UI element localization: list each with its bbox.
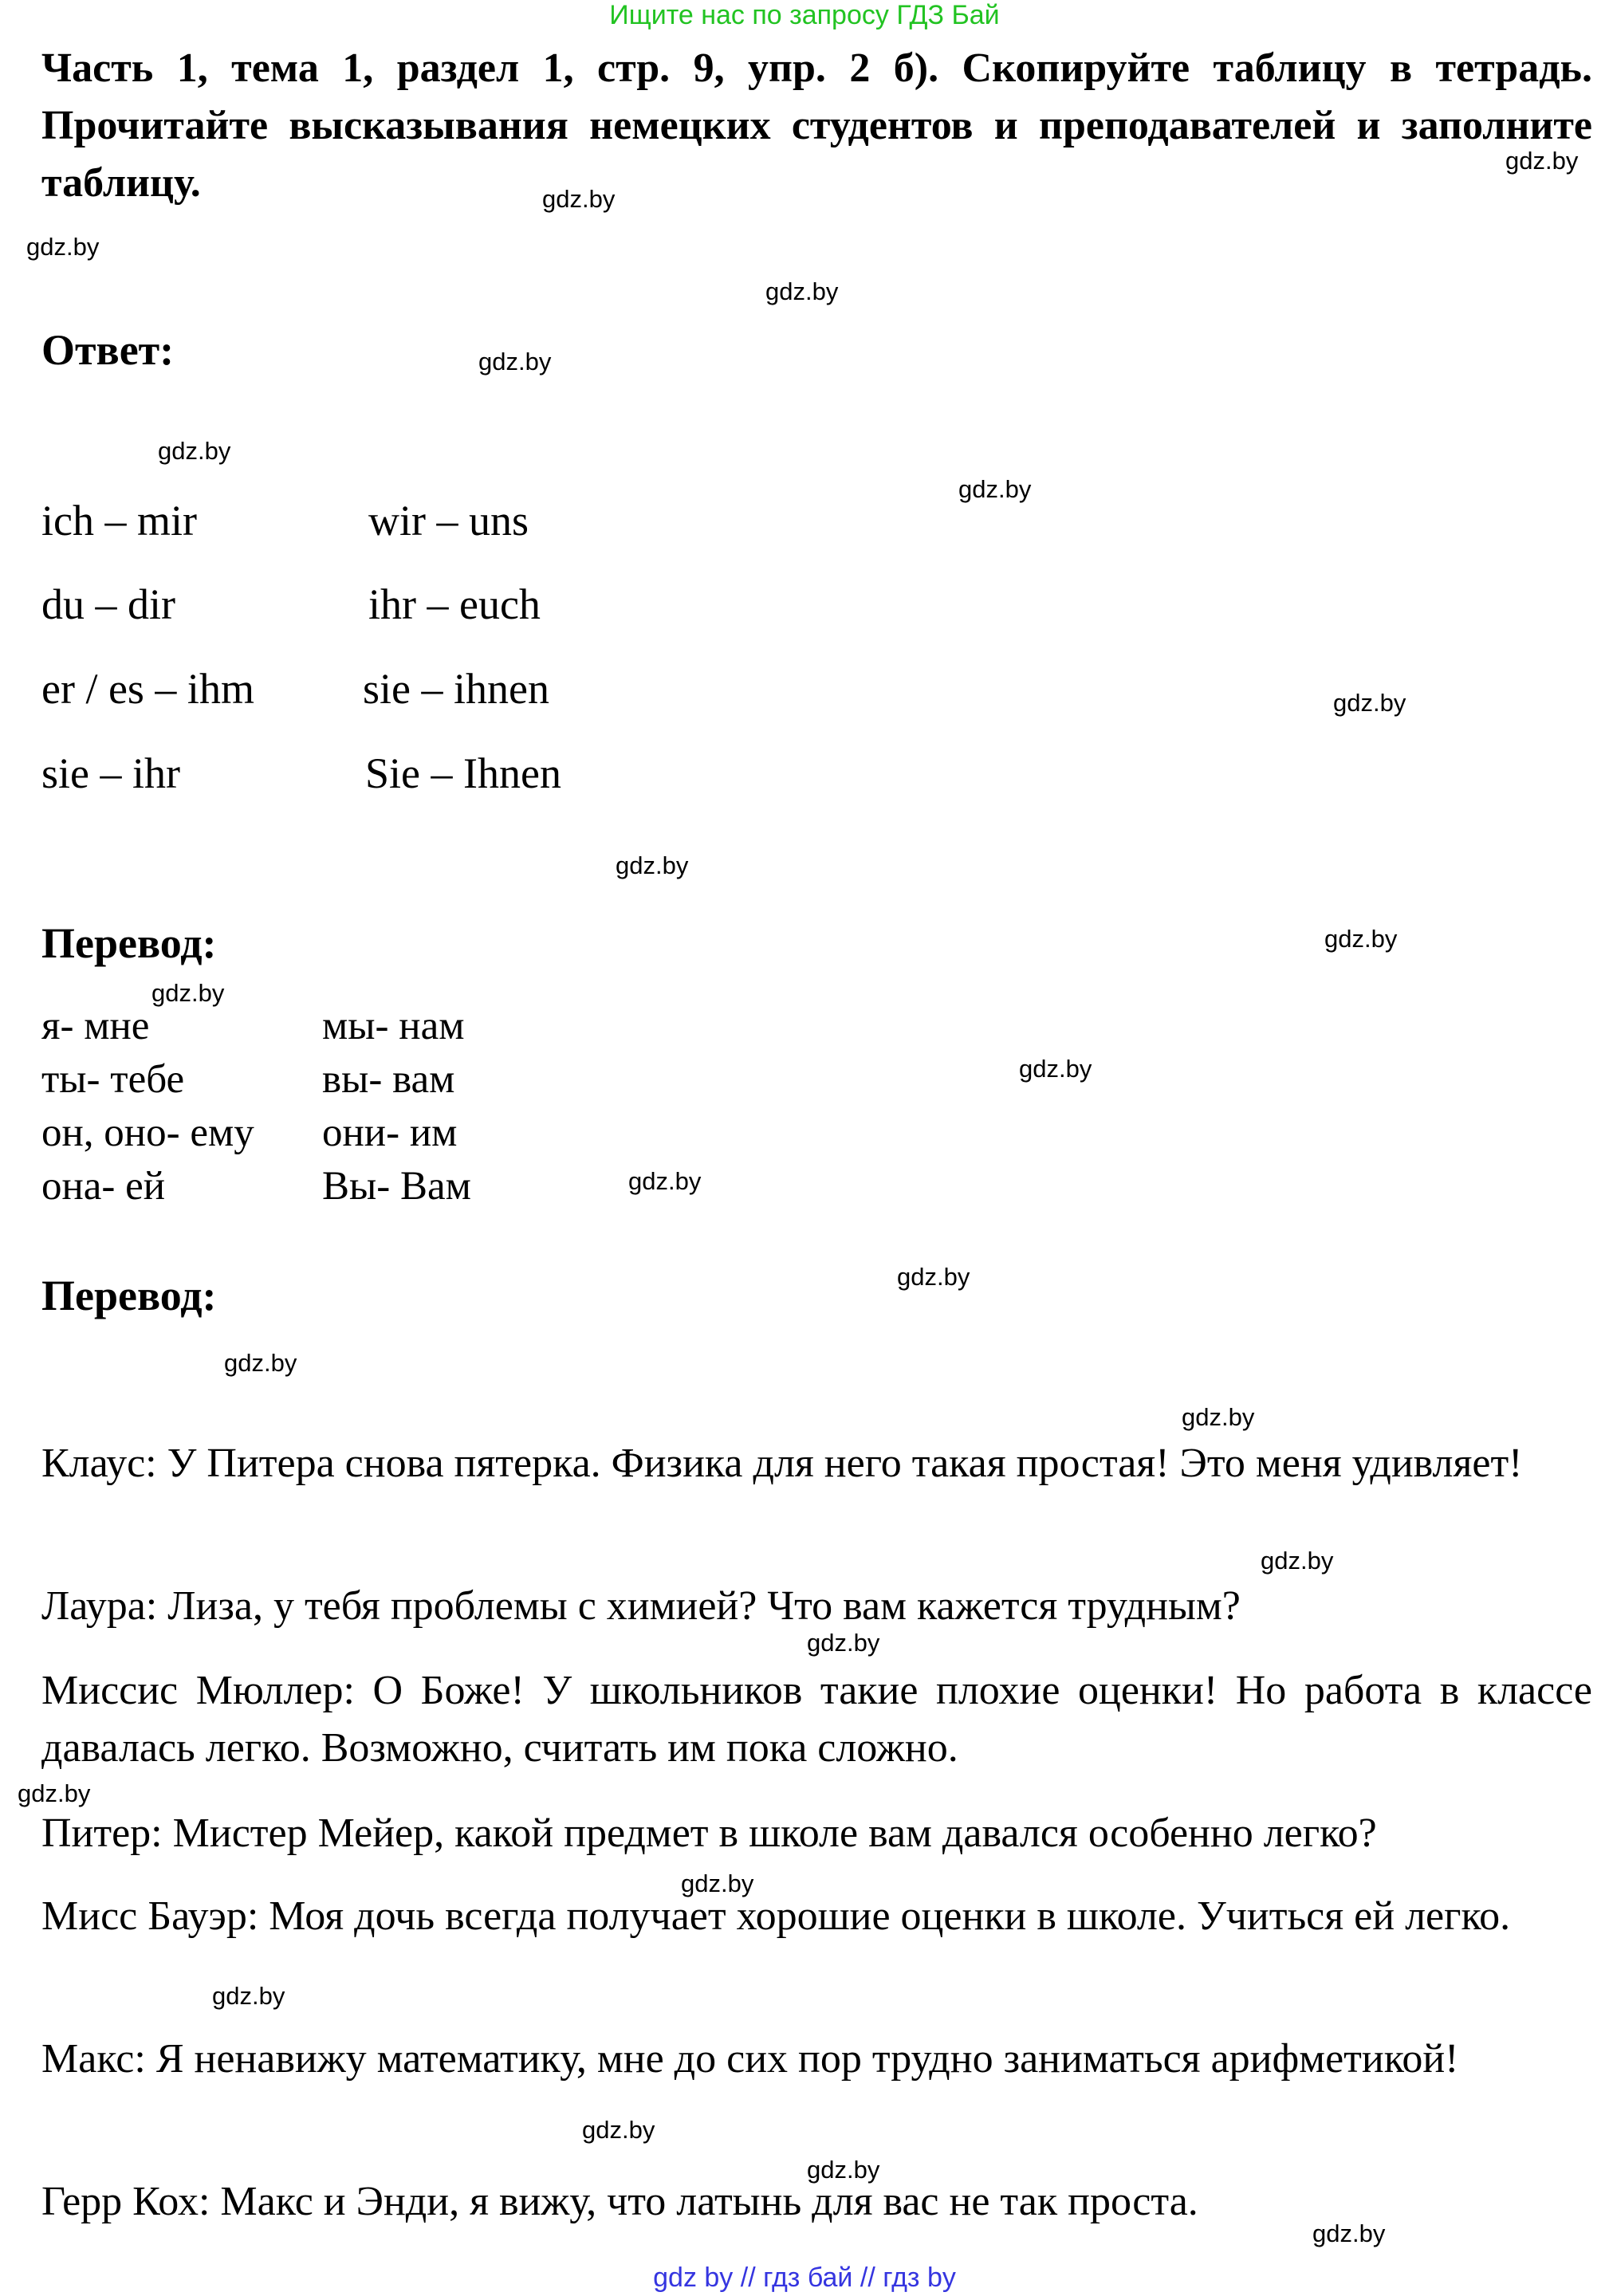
dialogue-line: Питер: Мистер Мейер, какой предмет в школе вам давался особенно легко?	[41, 1810, 1377, 1856]
pronoun-left-2: du – dir	[41, 580, 175, 628]
watermark: gdz.by	[807, 2156, 880, 2184]
translation-left-3: он, оно- ему	[41, 1111, 254, 1155]
exercise-heading: Часть 1, тема 1, раздел 1, стр. 9, упр. 2 б). Скопируйте таблицу в тетрадь. Прочитайте высказывания немецких студентов и преподавателей и заполните таблицу.	[41, 45, 1592, 206]
dialogue-line: Мисс Бауэр: Моя дочь всегда получает хорошие оценки в школе. Учиться ей легко.	[41, 1893, 1511, 1939]
translation-right-4: Вы- Вам	[322, 1164, 471, 1209]
watermark: gdz.by	[958, 475, 1032, 503]
watermark: gdz.by	[1312, 2219, 1386, 2247]
dialogue-line: Макс: Я ненавижу математику, мне до сих пор трудно заниматься арифметикой!	[41, 2036, 1459, 2082]
watermark: gdz.by	[897, 1263, 970, 1291]
pronoun-left-4: sie – ihr	[41, 749, 180, 797]
footer: gdz by // гдз бай // гдз by	[653, 2263, 956, 2293]
watermark: gdz.by	[582, 2116, 655, 2144]
watermark: gdz.by	[1324, 925, 1398, 953]
watermark: gdz.by	[151, 979, 225, 1007]
pronoun-right-4: Sie – Ihnen	[365, 749, 561, 797]
translation-right-3: они- им	[322, 1111, 458, 1155]
translation-left-2: ты- тебе	[41, 1057, 185, 1102]
translation-right-1: мы- нам	[322, 1004, 465, 1048]
watermark: gdz.by	[158, 437, 231, 465]
watermark: gdz.by	[224, 1349, 297, 1377]
watermark: gdz.by	[1333, 689, 1406, 717]
watermark: gdz.by	[616, 851, 689, 879]
dialogue-line: Лаура: Лиза, у тебя проблемы с химией? Что вам кажется трудным?	[41, 1583, 1241, 1629]
watermark: gdz.by	[628, 1167, 702, 1195]
translation-right-2: вы- вам	[322, 1057, 455, 1102]
pronoun-right-3: sie – ihnen	[363, 665, 549, 713]
watermark: gdz.by	[212, 1982, 285, 2010]
watermark: gdz.by	[1261, 1547, 1334, 1575]
watermark: gdz.by	[1019, 1055, 1092, 1083]
translation-label-1: Перевод:	[41, 919, 217, 967]
watermark: gdz.by	[1505, 147, 1579, 175]
pronoun-right-1: wir – uns	[368, 497, 529, 545]
watermark: gdz.by	[26, 233, 100, 261]
translation-left-1: я- мне	[41, 1004, 150, 1048]
translation-left-4: она- ей	[41, 1164, 166, 1209]
pronoun-left-1: ich – mir	[41, 497, 197, 545]
watermark: gdz.by	[542, 185, 616, 213]
watermark: gdz.by	[18, 1779, 91, 1807]
watermark: gdz.by	[1182, 1403, 1255, 1431]
watermark: gdz.by	[765, 277, 839, 305]
watermark: gdz.by	[478, 348, 552, 375]
dialogue-line: Миссис Мюллер: О Боже! У школьников такие плохие оценки! Но работа в классе давалась легко. Возможно, считать им пока сложно.	[41, 1668, 1592, 1771]
dialogue-line: Клаус: У Питера снова пятерка. Физика для него такая простая! Это меня удивляет!	[41, 1441, 1523, 1486]
top-banner: Ищите нас по запросу ГДЗ Бай	[609, 0, 1000, 30]
pronoun-right-2: ihr – euch	[368, 580, 541, 628]
dialogue-line: Герр Кох: Макс и Энди, я вижу, что латынь для вас не так проста.	[41, 2179, 1198, 2224]
answer-label: Ответ:	[41, 326, 175, 374]
watermark: gdz.by	[807, 1629, 880, 1657]
translation-label-2: Перевод:	[41, 1272, 217, 1319]
pronoun-left-3: er / es – ihm	[41, 665, 254, 713]
watermark: gdz.by	[681, 1869, 754, 1897]
